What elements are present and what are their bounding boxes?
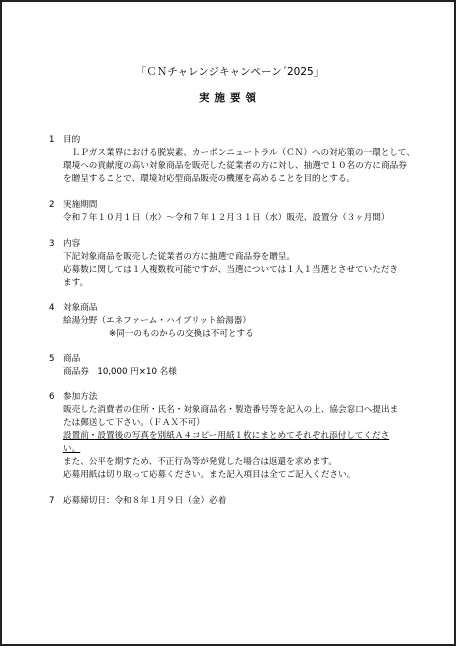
section-7-number: 7 [49,496,55,506]
section-1-heading: 目的 [63,135,81,145]
section-3-line-1: 下記対象商品を販売した従業者の方に抽選で商品券を贈呈。 [63,252,296,262]
section-2-line-1: 令和７年１０月１日（水）～令和７年１２月３１日（水）販売、設置分（３ヶ月間） [63,213,390,223]
section-1-number: 1 [49,135,55,145]
section-6-line-4: い。 [63,444,81,454]
section-6-number: 6 [49,392,55,402]
section-4-number: 4 [49,303,55,313]
section-6-line-1: 販売した消費者の住所・氏名・対象商品名・製造番号等を記入の上、協会窓口へ提出ま [63,405,399,415]
section-1-line-3: を贈呈することで、環境対応型商品販売の機運を高めることを目的とする。 [63,174,356,184]
document-title: 「ＣＮチャレンジキャンペーン´2025」 [135,66,325,78]
section-5-number: 5 [49,354,55,364]
section-2-heading: 実施期間 [63,200,98,210]
section-3-heading: 内容 [63,239,81,249]
section-2-number: 2 [49,200,55,210]
section-6-line-2: たは郵送して下さい。（ＦＡＸ不可） [63,418,205,428]
section-7-heading: 応募締切日：令和８年１月９日（金）必着 [63,496,227,506]
section-6-line-3: 設置前・設置後の写真を別紙Ａ４コピー用紙１枚にまとめてそれぞれ添付してくださ [63,431,390,441]
section-5-heading: 商品 [63,354,81,364]
section-3-line-2: 応募数に関しては１人複数枚可能ですが、当選については１人１当選とさせていただき [63,265,398,275]
section-6-line-6: 応募用紙は切り取って応募ください。また記入項目は全てご記入ください。 [63,470,356,480]
section-4-heading: 対象商品 [63,303,98,313]
section-3-number: 3 [49,239,55,249]
section-4-note: ※同一のものからの交換は不可とする [109,329,254,339]
section-6-heading: 参加方法 [63,392,98,402]
section-4-line-1: 給湯分野（エネファーム・ハイブリット給湯器） [63,316,251,326]
section-1-line-1: ＬＰガス業界における脱炭素、カーボンニュートラル（ＣＮ）への対応策の一環として、 [63,148,415,158]
document-subtitle: 実施要領 [199,92,261,104]
section-1-line-2: 環境への貢献度の高い対象商品を販売した従業者の方に対し、抽選で１０名の方に商品券 [63,161,407,171]
section-6-line-5: また、公平を期すため、不正行為等が発覚した場合は返還を求めます。 [63,457,337,467]
section-5-line-1: 商品券 10,000 円×10 名様 [63,367,177,377]
section-3-line-3: ます。 [63,278,89,288]
